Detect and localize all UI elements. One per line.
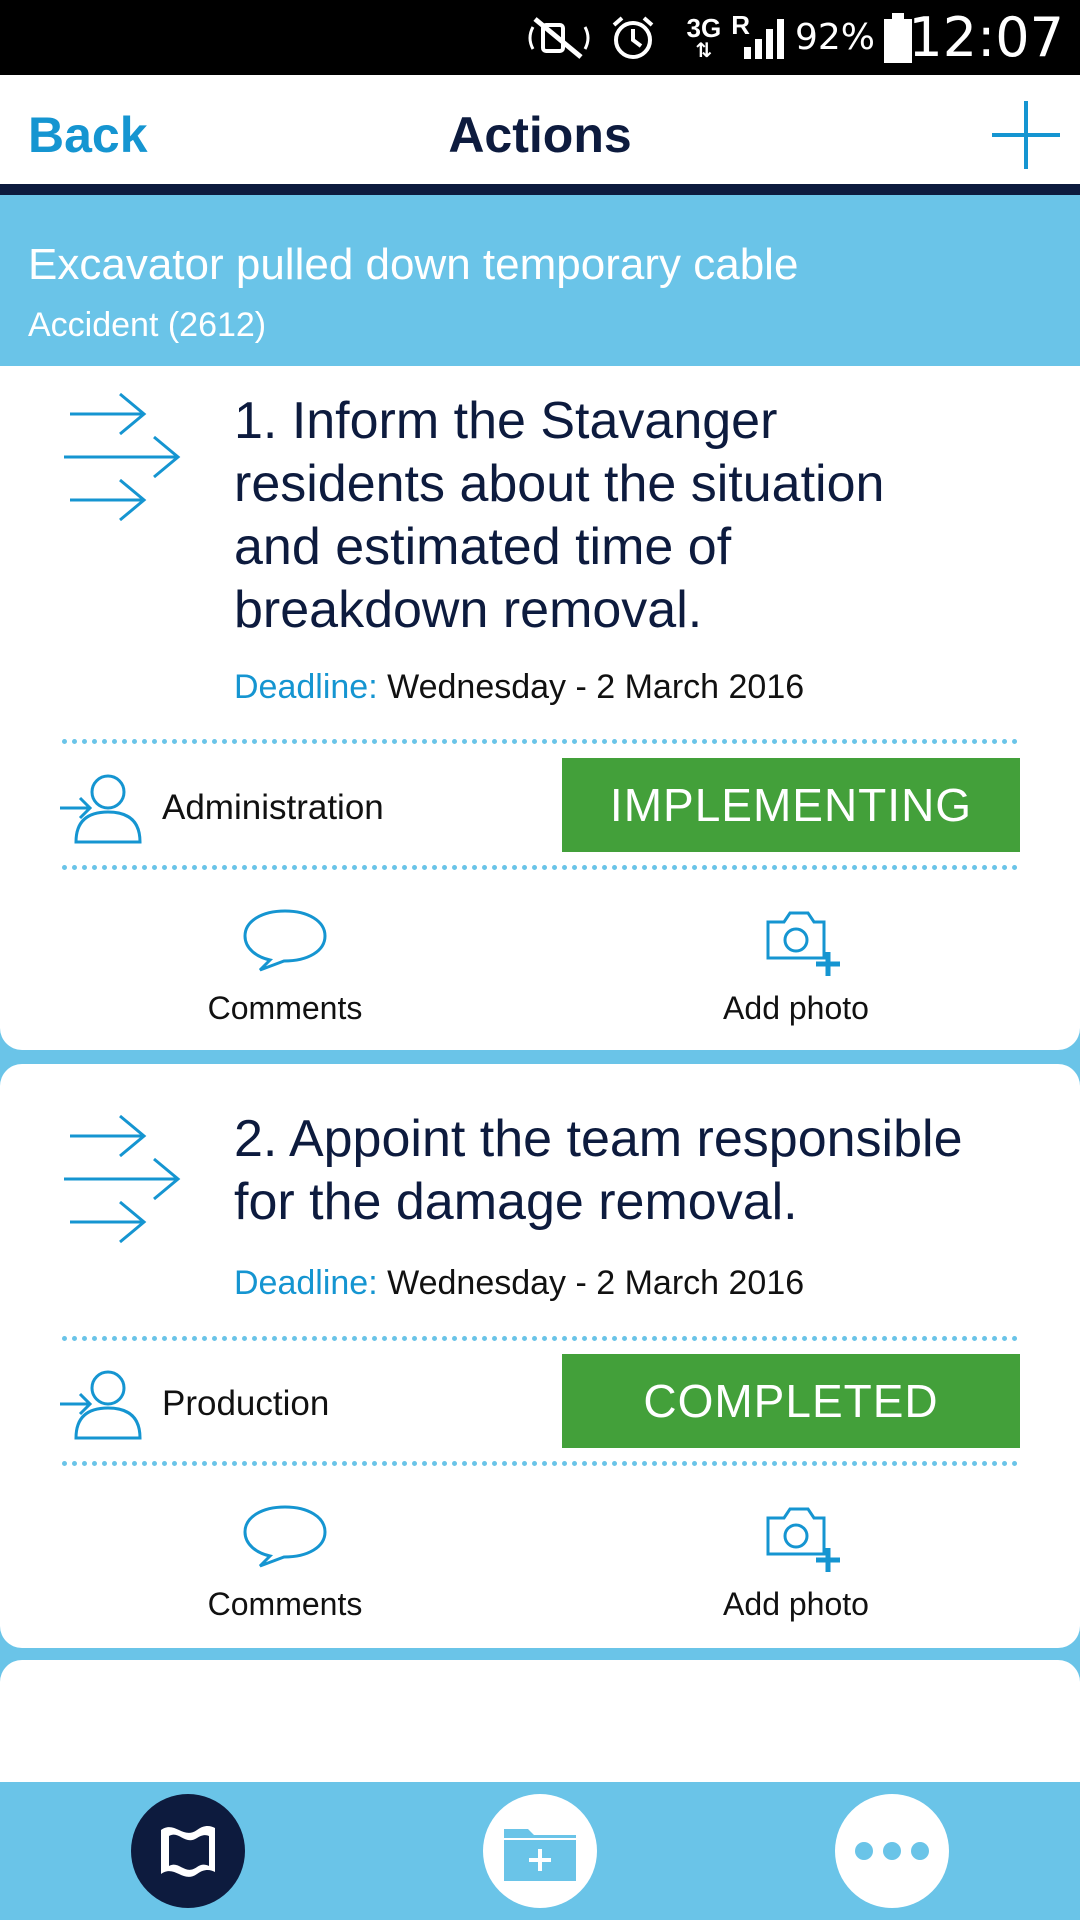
action-title: 2. Appoint the team responsible for the damage removal. bbox=[234, 1110, 963, 1231]
page-title: Actions bbox=[448, 107, 632, 163]
network-type: 3G bbox=[686, 12, 722, 43]
action-arrows-icon bbox=[60, 392, 185, 522]
signal-icon bbox=[740, 0, 790, 75]
incident-title: Excavator pulled down temporary cable bbox=[28, 240, 799, 289]
incident-subtitle: Accident (2612) bbox=[28, 306, 267, 344]
action-arrows-icon bbox=[60, 1114, 185, 1244]
divider bbox=[62, 1336, 1018, 1341]
tab-map[interactable] bbox=[131, 1794, 245, 1908]
comments-button[interactable]: Comments bbox=[207, 1586, 363, 1622]
status-badge[interactable]: IMPLEMENTING bbox=[562, 758, 1020, 852]
add-action-button[interactable] bbox=[990, 99, 1062, 171]
back-button[interactable]: Back bbox=[28, 107, 148, 163]
map-flag-icon bbox=[153, 1816, 223, 1886]
comments-button[interactable]: Comments bbox=[207, 990, 363, 1026]
person-icon bbox=[60, 1368, 142, 1440]
battery-percent: 92% bbox=[794, 17, 875, 58]
network-indicator: 3G ⇅ R bbox=[686, 10, 750, 62]
incident-header bbox=[0, 206, 1080, 366]
nav-bar bbox=[0, 75, 1080, 195]
department: Production bbox=[162, 1384, 330, 1423]
deadline bbox=[234, 1264, 804, 1303]
comment-icon[interactable] bbox=[242, 908, 328, 972]
divider bbox=[62, 865, 1018, 870]
comment-icon[interactable] bbox=[242, 1504, 328, 1568]
alarm-icon bbox=[608, 0, 658, 75]
deadline-label: Deadline: bbox=[234, 1264, 378, 1302]
deadline-label: Deadline: bbox=[234, 668, 378, 706]
divider bbox=[62, 739, 1018, 744]
add-folder-icon bbox=[502, 1819, 578, 1883]
roaming-indicator: R bbox=[731, 10, 750, 40]
plus-icon bbox=[990, 99, 1062, 171]
add-photo-button[interactable]: Add photo bbox=[723, 990, 869, 1026]
status-bar bbox=[0, 0, 1080, 75]
divider bbox=[62, 1461, 1018, 1466]
action-title: 1. Inform the Stavanger residents about the situation and estimated time of breakdown removal. bbox=[234, 392, 885, 639]
status-badge[interactable]: COMPLETED bbox=[562, 1354, 1020, 1448]
deadline-value: Wednesday - 2 March 2016 bbox=[387, 668, 805, 706]
department: Administration bbox=[162, 788, 384, 827]
mute-icon bbox=[525, 0, 595, 75]
deadline bbox=[234, 668, 804, 707]
action-card[interactable] bbox=[0, 366, 1080, 1050]
person-icon bbox=[60, 772, 142, 844]
add-photo-icon[interactable] bbox=[764, 908, 846, 978]
tab-add-folder[interactable] bbox=[483, 1794, 597, 1908]
bottom-tab-bar bbox=[0, 1782, 1080, 1920]
deadline-value: Wednesday - 2 March 2016 bbox=[387, 1264, 805, 1302]
action-card[interactable] bbox=[0, 1064, 1080, 1648]
add-photo-icon[interactable] bbox=[764, 1504, 846, 1574]
clock: 12:07 bbox=[908, 6, 1064, 69]
tab-more[interactable] bbox=[835, 1794, 949, 1908]
action-card-partial[interactable] bbox=[0, 1660, 1080, 1790]
more-icon bbox=[852, 1841, 932, 1861]
add-photo-button[interactable]: Add photo bbox=[723, 1586, 869, 1622]
